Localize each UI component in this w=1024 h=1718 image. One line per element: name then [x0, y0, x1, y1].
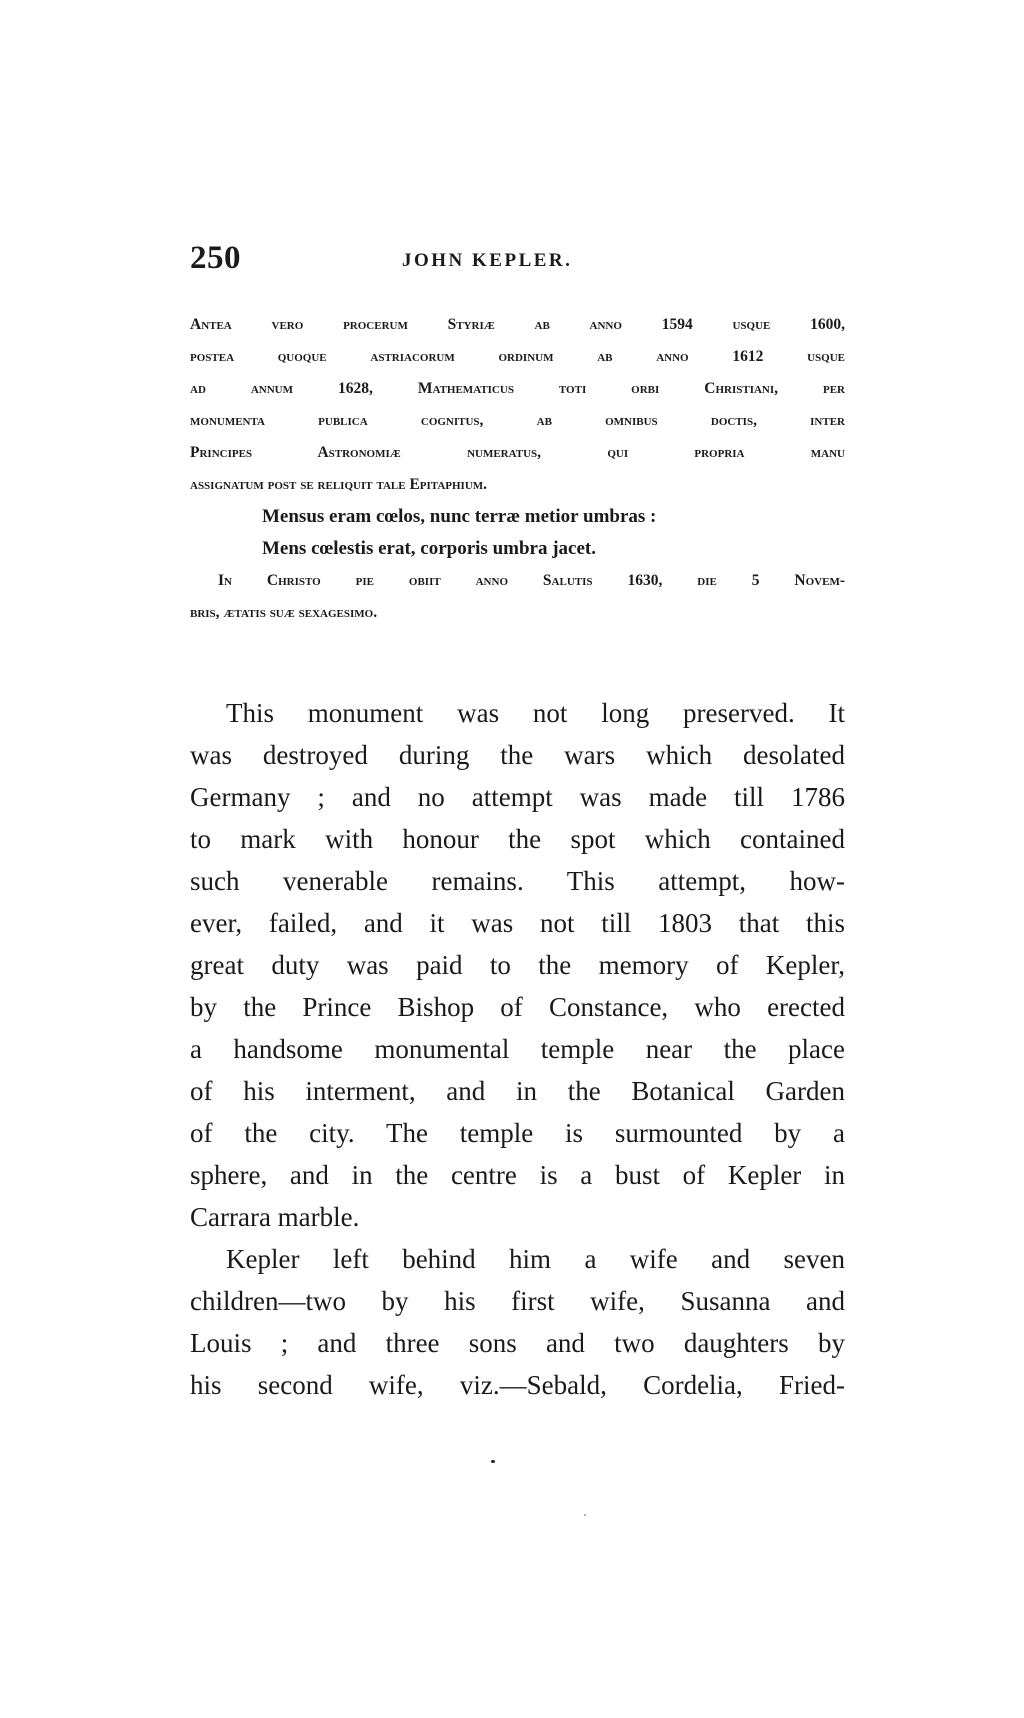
paragraph-line: Germany ; and no attempt was made till 1786 [190, 782, 845, 812]
print-speck [491, 1460, 495, 1463]
paragraph-line: of his interment, and in the Botanical Garden [190, 1076, 845, 1106]
epitaph-closing-line: In Christo pie obiit anno Salutis 1630, die 5 Novem- [218, 572, 845, 589]
paragraph-line: Carrara marble. [190, 1202, 360, 1232]
epitaph-line: Principes Astronomiæ numeratus, qui propria manu [190, 444, 845, 461]
paragraph-line: such venerable remains. This attempt, how- [190, 866, 845, 896]
paragraph-line: This monument was not long preserved. It [226, 698, 845, 728]
epitaph-block [190, 309, 845, 629]
paragraph-line: his second wife, viz.—Sebald, Cordelia, Fried- [190, 1370, 845, 1400]
running-head [190, 240, 845, 280]
paragraph-line: of the city. The temple is surmounted by a [190, 1118, 845, 1148]
paragraph-line: to mark with honour the spot which contained [190, 824, 845, 854]
print-speck [584, 1514, 586, 1516]
paragraph-line: children—two by his first wife, Susanna and [190, 1286, 845, 1316]
page-number: 250 [190, 240, 241, 276]
paragraph-line: great duty was paid to the memory of Kepler, [190, 950, 845, 980]
running-title: JOHN KEPLER. [402, 250, 573, 271]
paragraph-line: Louis ; and three sons and two daughters by [190, 1328, 845, 1358]
paragraph-line: ever, failed, and it was not till 1803 that this [190, 908, 845, 938]
epitaph-line: postea quoque astriacorum ordinum ab anno 1612 usque [190, 348, 845, 365]
epitaph-verse-line: Mensus eram cœlos, nunc terræ metior umbras : [262, 506, 657, 527]
paragraph-line: was destroyed during the wars which desolated [190, 740, 845, 770]
paragraph-line: sphere, and in the centre is a bust of Kepler in [190, 1160, 845, 1190]
paragraph-line: a handsome monumental temple near the place [190, 1034, 845, 1064]
epitaph-verse-line: Mens cœlestis erat, corporis umbra jacet. [262, 538, 596, 559]
epitaph-line: Antea vero procerum Styriæ ab anno 1594 usque 1600, [190, 316, 845, 333]
paragraph-line: Kepler left behind him a wife and seven [226, 1244, 845, 1274]
epitaph-line: assignatum post se reliquit tale Epitaphium. [190, 476, 488, 493]
epitaph-line: ad annum 1628, Mathematicus toti orbi Christiani, per [190, 380, 845, 397]
paragraph-line: by the Prince Bishop of Constance, who erected [190, 992, 845, 1022]
epitaph-line: monumenta publica cognitus, ab omnibus doctis, inter [190, 412, 845, 429]
body-text [190, 692, 845, 1406]
epitaph-closing-line: bris, ætatis suæ sexagesimo. [190, 604, 378, 621]
